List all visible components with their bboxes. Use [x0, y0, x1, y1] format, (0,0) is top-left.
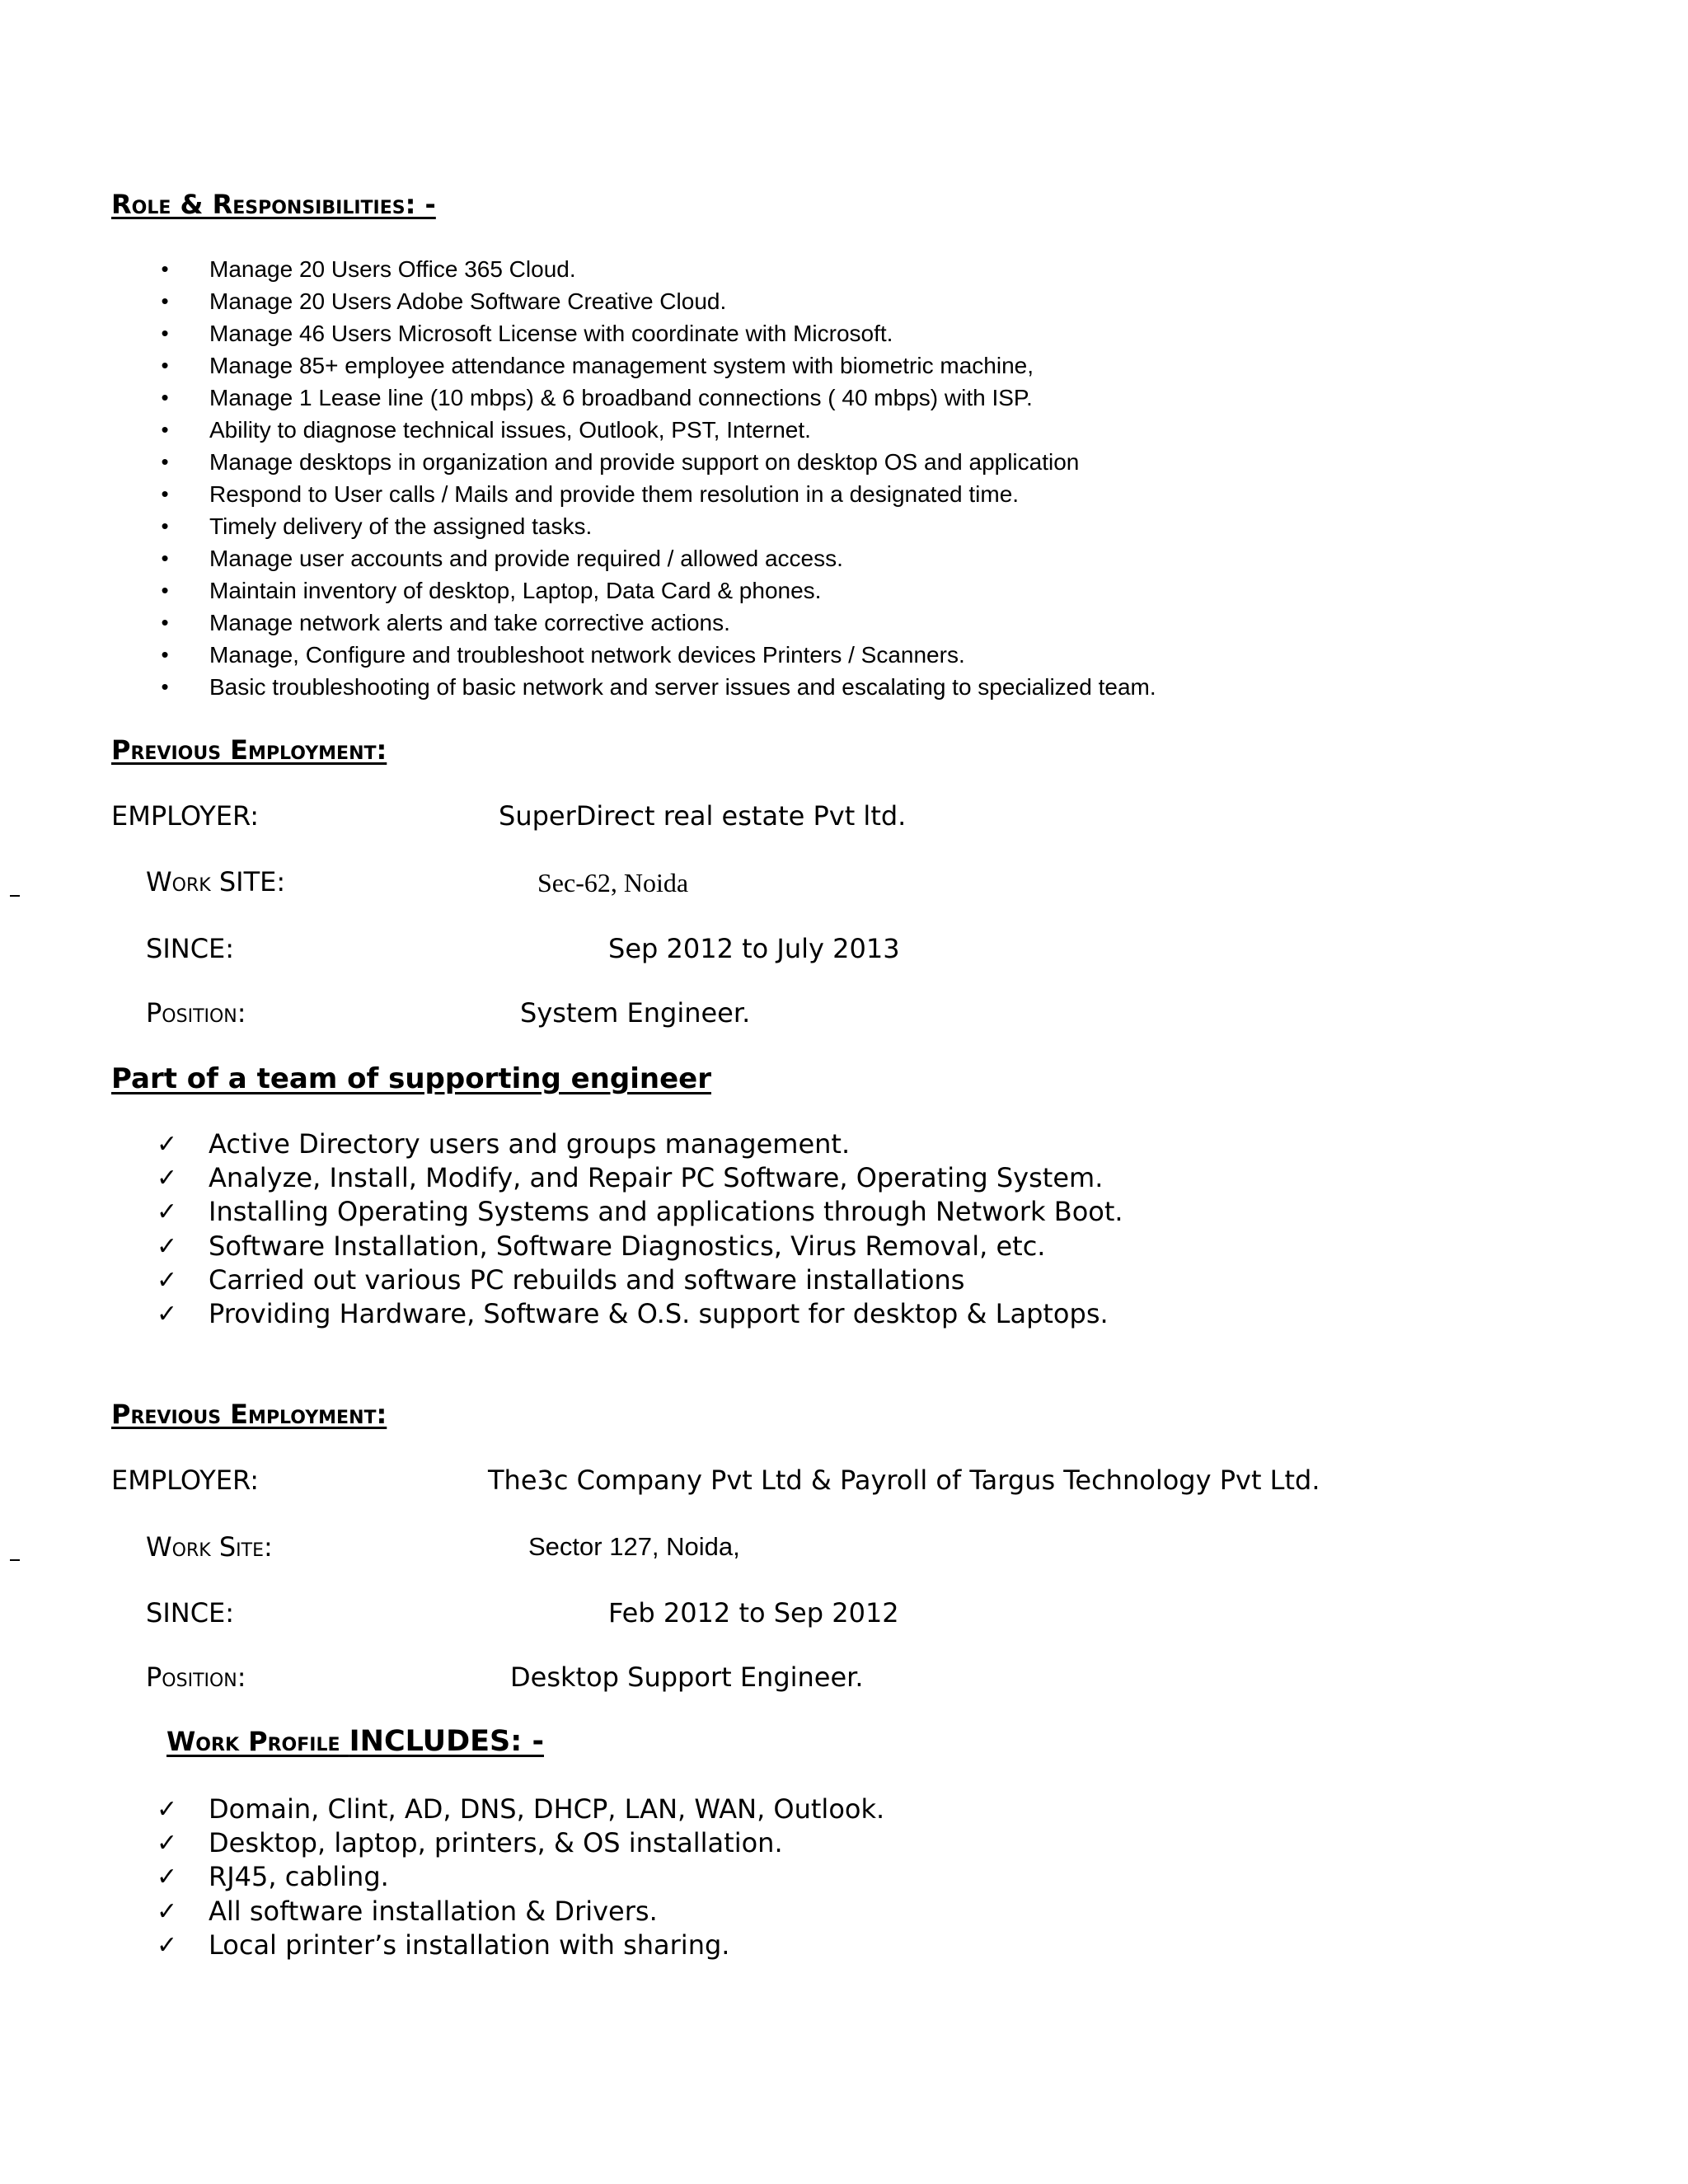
work-profile-heading	[166, 1727, 544, 1756]
worksite-value: Sector 127, Noida,	[528, 1532, 740, 1561]
margin-dash	[10, 895, 20, 897]
checkmark-icon: ✓	[157, 1197, 178, 1227]
worksite-label: Work Site:	[146, 1531, 273, 1563]
list-item: ✓ Domain, Clint, AD, DNS, DHCP, LAN, WAN, Outlook.	[157, 1793, 884, 1826]
list-item: • Manage 85+ employee attendance management system with biometric machine,	[157, 349, 1156, 382]
list-item: ✓ RJ45, cabling.	[157, 1860, 884, 1894]
list-item: • Respond to User calls / Mails and provide them resolution in a designated time.	[157, 478, 1156, 510]
list-item: ✓ All software installation & Drivers.	[157, 1895, 884, 1929]
bullet-icon: •	[161, 513, 169, 538]
margin-dash	[10, 1559, 20, 1561]
checkmark-icon: ✓	[157, 1164, 178, 1193]
checkmark-icon: ✓	[157, 1896, 178, 1926]
position-value: Desktop Support Engineer.	[510, 1661, 864, 1693]
list-item: • Manage 20 Users Adobe Software Creative Cloud.	[157, 285, 1156, 317]
team-heading: Part of a team of supporting engineer	[111, 1062, 711, 1095]
checkmark-icon: ✓	[157, 1130, 178, 1159]
list-item: • Manage desktops in organization and provide support on desktop OS and application	[157, 446, 1156, 478]
since-label: SINCE:	[146, 1597, 235, 1629]
checkmark-icon: ✓	[157, 1795, 178, 1824]
list-item: • Manage 46 Users Microsoft License with coordinate with Microsoft.	[157, 317, 1156, 349]
employer-label: EMPLOYER:	[111, 1465, 260, 1496]
roles-list	[157, 253, 1156, 703]
list-item: ✓ Analyze, Install, Modify, and Repair PC Software, Operating System.	[157, 1161, 1123, 1195]
bullet-icon: •	[161, 385, 169, 410]
checkmark-icon: ✓	[157, 1299, 178, 1329]
list-item: • Ability to diagnose technical issues, Outlook, PST, Internet.	[157, 414, 1156, 446]
since-value: Sep 2012 to July 2013	[608, 933, 900, 964]
position-label: Position:	[146, 1661, 246, 1693]
bullet-icon: •	[161, 481, 169, 506]
list-item: • Timely delivery of the assigned tasks.	[157, 510, 1156, 542]
list-item: • Manage, Configure and troubleshoot network devices Printers / Scanners.	[157, 639, 1156, 671]
list-item: ✓ Local printer’s installation with sharing.	[157, 1929, 884, 1962]
list-item: ✓ Carried out various PC rebuilds and software installations	[157, 1263, 1123, 1297]
list-item: ✓ Providing Hardware, Software & O.S. support for desktop & Laptops.	[157, 1297, 1123, 1331]
employer-label: EMPLOYER:	[111, 800, 260, 832]
list-item: • Manage 1 Lease line (10 mbps) & 6 broadband connections ( 40 mbps) with ISP.	[157, 382, 1156, 414]
bullet-icon: •	[161, 578, 169, 602]
bullet-icon: •	[161, 674, 169, 699]
previous-employment-heading: Previous Employment:	[111, 734, 387, 766]
since-label: SINCE:	[146, 933, 235, 964]
roles-heading: Role & Responsibilities: -	[111, 189, 436, 220]
list-item: ✓ Active Directory users and groups management.	[157, 1127, 1123, 1161]
checkmark-icon: ✓	[157, 1231, 178, 1261]
worksite-value: Sec-62, Noida	[537, 868, 689, 898]
employer-value: The3c Company Pvt Ltd & Payroll of Targus Technology Pvt Ltd.	[488, 1465, 1320, 1496]
position-value: System Engineer.	[520, 997, 751, 1029]
list-item: • Manage 20 Users Office 365 Cloud.	[157, 253, 1156, 285]
since-value: Feb 2012 to Sep 2012	[608, 1597, 899, 1629]
bullet-icon: •	[161, 449, 169, 474]
list-item: ✓ Software Installation, Software Diagnostics, Virus Removal, etc.	[157, 1230, 1123, 1263]
bullet-icon: •	[161, 256, 169, 281]
worksite-label: Work SITE:	[146, 866, 286, 898]
bullet-icon: •	[161, 288, 169, 313]
bullet-icon: •	[161, 417, 169, 442]
employer-value: SuperDirect real estate Pvt ltd.	[499, 800, 907, 832]
previous-employment-heading: Previous Employment:	[111, 1399, 387, 1430]
checkmark-icon: ✓	[157, 1829, 178, 1858]
list-item: • Manage user accounts and provide required / allowed access.	[157, 542, 1156, 574]
list-item: ✓ Installing Operating Systems and applications through Network Boot.	[157, 1195, 1123, 1229]
bullet-icon: •	[161, 353, 169, 377]
bullet-icon: •	[161, 642, 169, 667]
checkmark-icon: ✓	[157, 1930, 178, 1960]
list-item: • Basic troubleshooting of basic network and server issues and escalating to specialized team.	[157, 671, 1156, 703]
list-item: • Maintain inventory of desktop, Laptop, Data Card & phones.	[157, 574, 1156, 607]
checkmark-icon: ✓	[157, 1863, 178, 1892]
bullet-icon: •	[161, 546, 169, 570]
checkmark-icon: ✓	[157, 1265, 178, 1295]
profile-list	[157, 1793, 884, 1962]
bullet-icon: •	[161, 610, 169, 635]
bullet-icon: •	[161, 321, 169, 345]
list-item: ✓ Desktop, laptop, printers, & OS installation.	[157, 1826, 884, 1860]
work-profile-heading-part2: INCLUDES: -	[349, 1725, 544, 1758]
team-list	[157, 1127, 1123, 1331]
position-label: Position:	[146, 997, 246, 1029]
work-profile-heading-part1: Work Profile	[166, 1726, 340, 1757]
list-item: • Manage network alerts and take corrective actions.	[157, 607, 1156, 639]
